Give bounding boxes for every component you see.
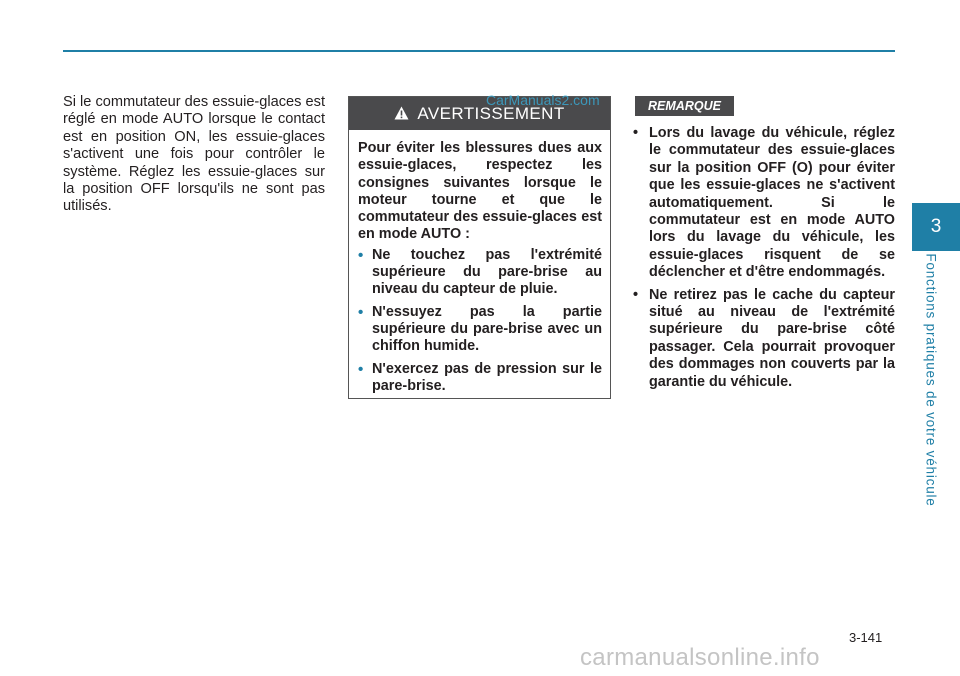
warning-title: AVERTISSEMENT: [417, 103, 565, 123]
list-item: • Ne retirez pas le cache du capteur situé au niveau de l'extrémité supérieure du pare-brise côté passager. Cela pourrait provoquer des dommages non couverts par la garantie du véhicule.: [633, 286, 895, 390]
warning-body: [349, 130, 610, 395]
note-label: REMARQUE: [635, 96, 734, 116]
bullet-icon: •: [358, 303, 364, 321]
watermark-bottom: carmanualsonline.info: [580, 644, 820, 671]
note-list: [633, 125, 895, 391]
bullet-icon: •: [358, 360, 364, 378]
bullet-icon: •: [358, 246, 364, 264]
warning-triangle-icon: [394, 105, 409, 125]
list-item: • Ne touchez pas l'extrémité supérieure du pare-brise au niveau du capteur de pluie.: [358, 246, 602, 298]
warning-intro: Pour éviter les blessures dues aux essuie-glaces, respectez les consignes suivantes lorsque le moteur tourne et que le commutateur des essuie-glaces est en mode AUTO :: [358, 140, 602, 243]
warning-list: [358, 247, 602, 395]
page-number: 3-141: [849, 630, 883, 645]
warning-box: [348, 96, 611, 399]
body-paragraph: Si le commutateur des essuie-glaces est réglé en mode AUTO lorsque le contact est en position ON, les essuie-glaces s'activent une fois pour contrôler le système. Réglez les essuie-glaces sur la position OFF lorsqu'ils ne sont pas utilisés.: [63, 94, 325, 215]
list-item: • N'exercez pas de pression sur le pare-brise.: [358, 360, 602, 394]
list-item: • N'essuyez pas la partie supérieure du pare-brise avec un chiffon humide.: [358, 303, 602, 355]
header-rule: [63, 50, 895, 52]
list-item: • Lors du lavage du véhicule, réglez le commutateur des essuie-glaces sur la position OFF (O) pour éviter que les essuie-glaces ne s'activent automatiquement. Si le commutateur est en mode AUTO lors du lavage du véhicule, les essuie-glaces risquent de se déclencher et d'être endommagés.: [633, 125, 895, 281]
chapter-title: Fonctions pratiques de votre véhicule: [923, 253, 939, 507]
bullet-icon: •: [633, 286, 639, 303]
bullet-icon: •: [633, 125, 639, 141]
note-body: [633, 125, 895, 396]
watermark-top: CarManuals2.com: [486, 92, 600, 108]
chapter-tab: 3: [912, 203, 960, 251]
